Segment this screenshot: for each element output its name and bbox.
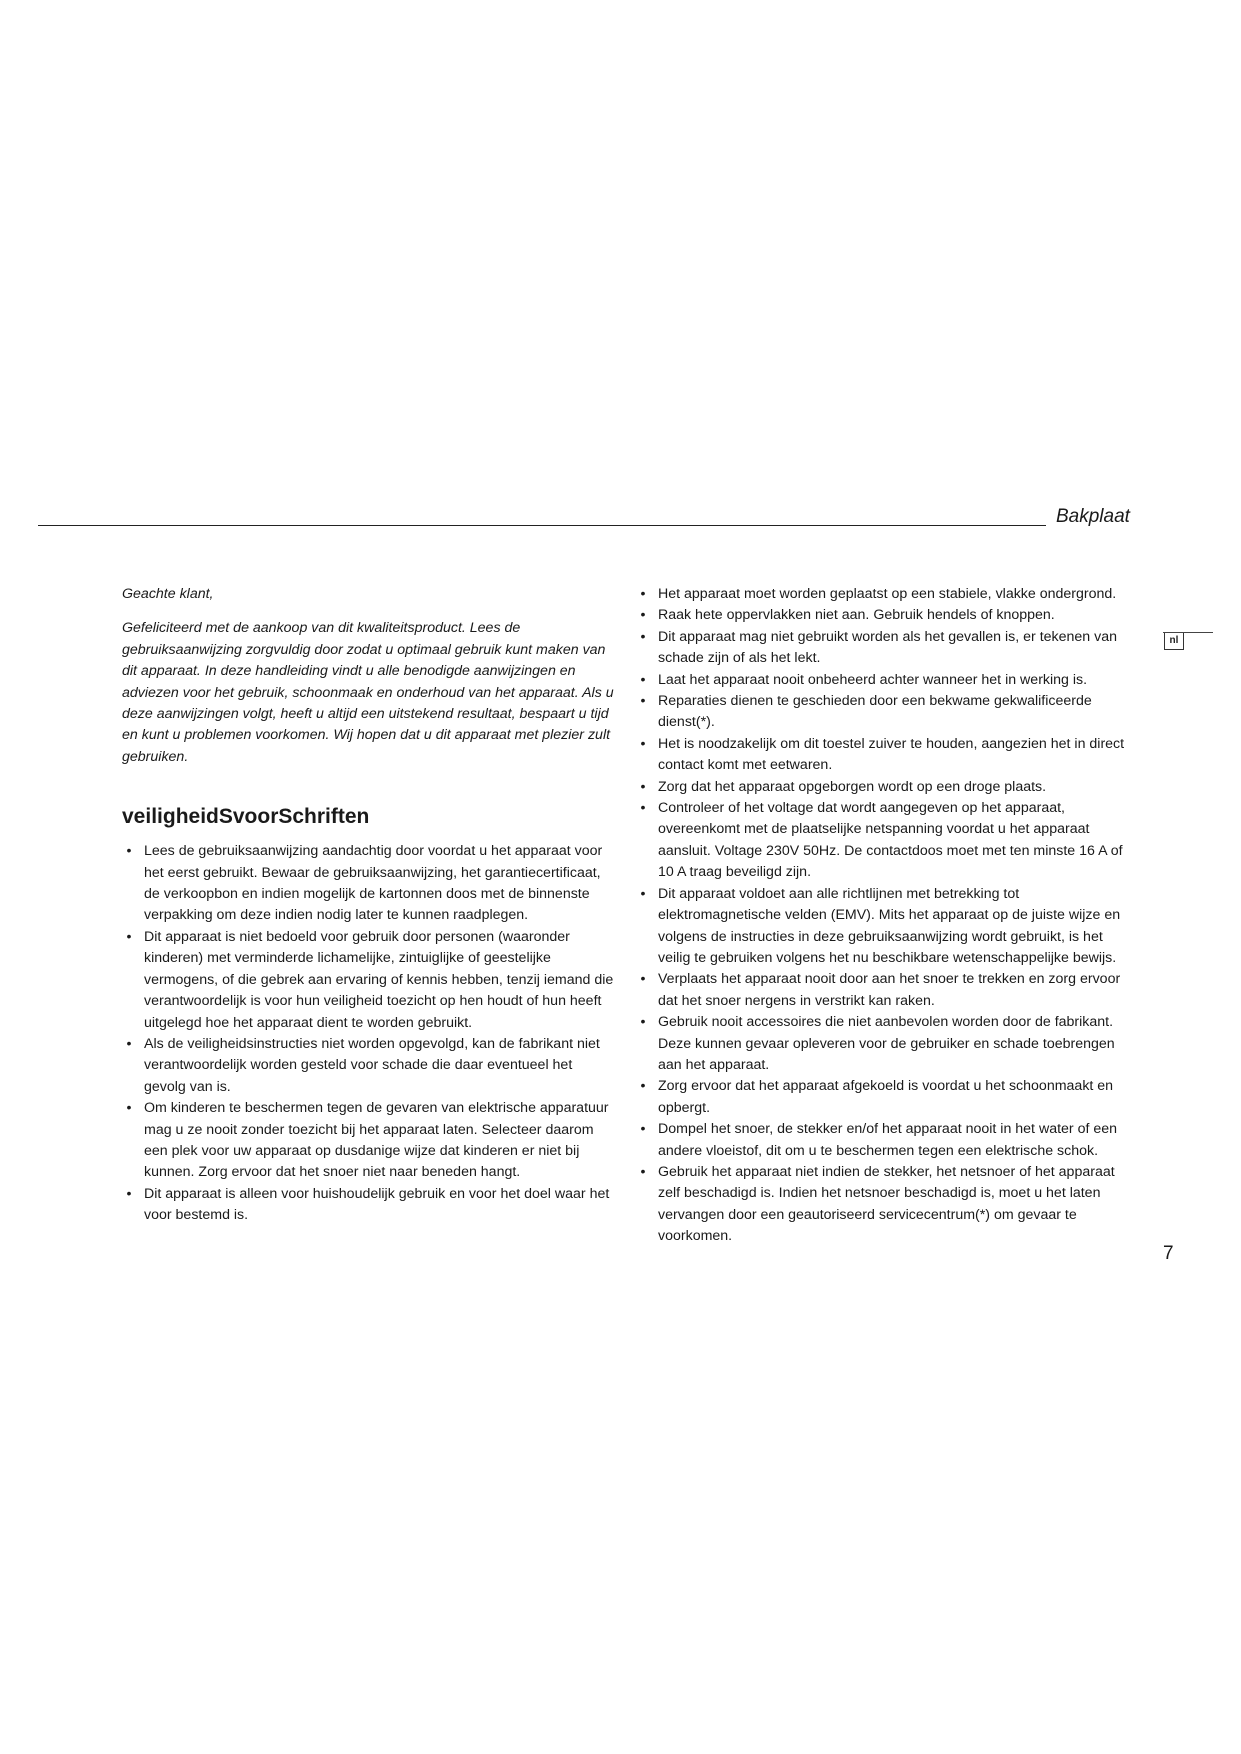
list-item-text: Het apparaat moet worden geplaatst op een stabiele, vlakke ondergrond. [658,586,1117,602]
bullet-icon: • [640,1078,646,1095]
list-item [636,734,1132,777]
list-item [636,884,1132,970]
bullet-icon: • [640,971,646,988]
list-item [122,841,616,927]
list-item [636,1119,1132,1162]
list-item [636,969,1132,1012]
bullet-icon: • [640,1163,646,1180]
bullet-icon: • [640,800,646,817]
bullet-icon: • [640,607,646,624]
right-column [636,584,1132,1248]
list-item [636,605,1132,626]
list-item [122,927,616,1034]
bullet-icon: • [640,1121,646,1138]
list-item-text: Zorg dat het apparaat opgeborgen wordt op een droge plaats. [658,778,1047,795]
list-item-text: Laat het apparaat nooit onbeheerd achter wanneer het in werking is. [658,671,1088,688]
bullet-icon: • [640,735,646,752]
list-item [636,1076,1132,1119]
list-item-text: Lees de gebruiksaanwijzing aandachtig door voordat u het apparaat voor het eerst gebruikt. Bewaar de gebruiksaanwijzing, het garantiecertificaat, de verkoopbon en indien mogelijk de kartonnen doos met de binnenste verpakking om deze indien nodig later te kunnen raadplegen. [144,843,603,924]
list-item-text: Dit apparaat is niet bedoeld voor gebruik door personen (waaronder kinderen) met verminderde lichamelijke, zintuiglijke of geestelijke vermogens, of die gebrek aan ervaring of kennis hebben, tenzij iemand die verantwoordelijk is voor hun veiligheid toezicht op hen houdt of hun heeft uitgelegd hoe het apparaat dient te worden gebruikt. [144,928,614,1031]
page-number: 7 [1163,1243,1174,1264]
list-item-text: Om kinderen te beschermen tegen de gevaren van elektrische apparatuur mag u ze nooit zonder toezicht bij het apparaat laten. Selecteer daarom een plek voor uw apparaat op dusdanige wijze dat kinderen er niet bij kunnen. Zorg ervoor dat het snoer niet naar beneden hangt. [144,1100,609,1181]
left-column [122,584,616,1227]
list-item [636,670,1132,691]
bullet-icon: • [126,1035,132,1052]
list-item [636,798,1132,884]
intro-paragraph: Gefeliciteerd met de aankoop van dit kwaliteitsproduct. Lees de gebruiksaanwijzing zorgvuldig door zodat u optimaal gebruik kunt maken van dit apparaat. In deze handleiding vindt u alle benodigde aanwijzingen en adviezen voor het gebruik, schoonmaak en onderhoud van het apparaat. Als u deze aanwijzingen volgt, heeft u altijd een uitstekend resultaat, bespaart u tijd en kunt u problemen voorkomen. Wij hopen dat u dit apparaat met plezier zult gebruiken. [122,620,614,765]
bullet-icon: • [640,1014,646,1031]
list-item [122,1034,616,1098]
page-header-title: Bakplaat [1056,506,1130,527]
list-item-text: Dit apparaat mag niet gebruikt worden als het gevallen is, er tekenen van schade zijn of als het lekt. [658,628,1118,667]
list-item [636,691,1132,734]
safety-list-left [122,841,616,1226]
bullet-icon: • [126,843,132,860]
list-item-text: Reparaties dienen te geschieden door een bekwame gekwalificeerde dienst(*). [658,693,1092,731]
salutation: Geachte klant, [122,586,214,602]
list-item-text: Dit apparaat voldoet aan alle richtlijnen met betrekking tot elektromagnetische velden (EMV). Mits het apparaat op de juiste wijze en volgens de instructies in deze gebruiksaanwijzing wordt gebruikt, is het veilig te gebruiken volgens het nu beschikbare wetenschappelijke bewijs. [658,885,1121,966]
bullet-icon: • [640,885,646,902]
list-item-text: Gebruik nooit accessoires die niet aanbevolen worden door de fabrikant. Deze kunnen gevaar opleveren voor de gebruiker en schade toebrengen aan het apparaat. [658,1014,1115,1073]
list-item-text: Controleer of het voltage dat wordt aangegeven op het apparaat, overeenkomt met de plaatselijke netspanning voordat u het apparaat aansluit. Voltage 230V 50Hz. De contactdoos moet met ten minste 16 A of 10 A traag beveiligd zijn. [658,800,1123,881]
bullet-icon: • [640,671,646,688]
list-item-text: Raak hete oppervlakken niet aan. Gebruik hendels of knoppen. [658,607,1055,624]
bullet-icon: • [640,693,646,710]
language-tab-label: nl [1164,633,1184,650]
list-item-text: Gebruik het apparaat niet indien de stekker, het netsnoer of het apparaat zelf beschadigd is. Indien het netsnoer beschadigd is, moet u het laten vervangen door een geautoriseerd servicecentrum(*) om gevaar te voorkomen. [658,1163,1115,1245]
list-item-text: Het is noodzakelijk om dit toestel zuiver te houden, aangezien het in direct contact komt met eetwaren. [658,735,1125,774]
bullet-icon: • [126,1100,132,1117]
list-item [636,1162,1132,1248]
bullet-icon: • [126,1185,132,1202]
list-item [636,777,1132,798]
header-rule [38,525,1046,526]
list-item-text: Dit apparaat is alleen voor huishoudelijk gebruik en voor het doel waar het voor bestemd is. [144,1185,610,1224]
list-item [122,1098,616,1184]
list-item [122,1184,616,1227]
list-item [636,627,1132,670]
list-item-text: Als de veiligheidsinstructies niet worden opgevolgd, kan de fabrikant niet verantwoordelijk worden gesteld voor schade die daar eventueel het gevolg van is. [144,1035,600,1095]
list-item-text: Zorg ervoor dat het apparaat afgekoeld is voordat u het schoonmaakt en opbergt. [658,1078,1114,1116]
bullet-icon: • [640,628,646,645]
list-item [636,584,1132,605]
list-item-text: Verplaats het apparaat nooit door aan het snoer te trekken en zorg ervoor dat het snoer nergens in verstrikt kan raken. [658,971,1121,1009]
bullet-icon: • [640,778,646,795]
list-item-text: Dompel het snoer, de stekker en/of het apparaat nooit in het water of een andere vloeistof, dit om u te beschermen tegen een elektrische schok. [658,1121,1118,1159]
bullet-icon: • [126,928,132,945]
section-heading: veiligheidSvoorSchriften [122,805,370,829]
bullet-icon: • [640,586,646,602]
list-item [636,1012,1132,1076]
safety-list-right [636,584,1132,1248]
